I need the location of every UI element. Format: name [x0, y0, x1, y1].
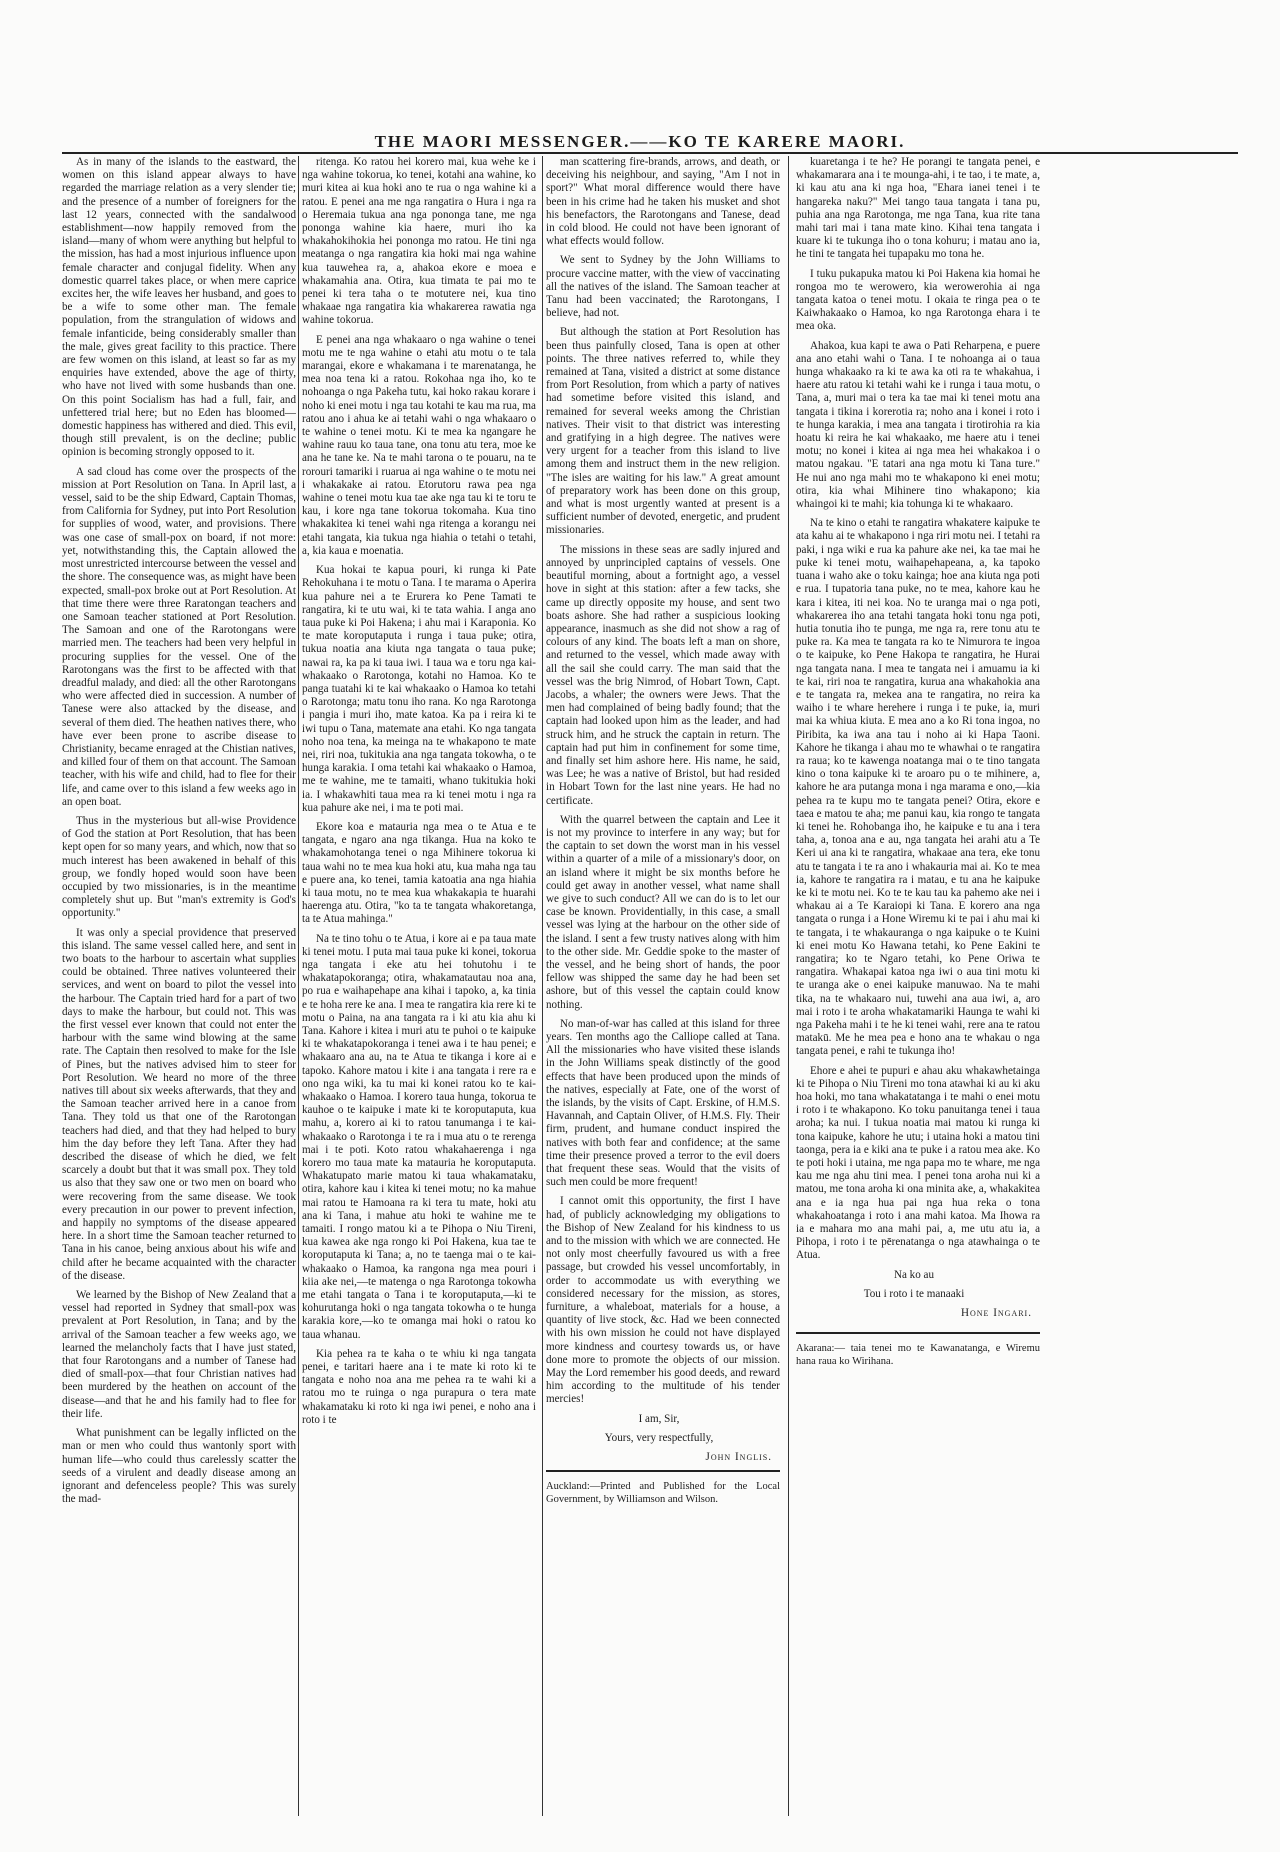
paragraph: But although the station at Port Resolution has been thus painfully closed, Tana is open at other points. The three natives referred to, while they remained at Tana, visited a district at some distance from Port Resolution, from which a party of natives had sometime before visited this island, and remained for several weeks among the Christian natives. Their visit to that district was interesting and gratifying in a high degree. The natives were very urgent for a teacher from this island to live among them and instruct them in the new religion. "The isles are waiting for his law." A great amount of preparatory work has been done on this group, and what is most urgently wanted at present is a sufficient number of devoted, energetic, and prudent missionaries.: [546, 326, 780, 537]
signature-name: Hone Ingari.: [960, 1307, 1032, 1320]
signature-salutation: I am, Sir,: [638, 1412, 680, 1425]
paragraph: No man-of-war has called at this island for three years. Ten months ago the Calliope called at Tana. All the missionaries who have visited these islands in the John Williams speak distinctly of the good effects that have been produced upon the minds of the natives, especially at Fate, one of the worst of the islands, by the visits of Capt. Erskine, of H.M.S. Havannah, and Captain Oliver, of H.M.S. Fly. Their firm, prudent, and humane conduct inspired the natives with both fear and confidence; at the same time their presence proved a terror to the evil doers that frequent these seas. Would that the visits of such men could be more frequent!: [546, 1017, 780, 1189]
page-header: THE MAORI MESSENGER.——KO TE KARERE MAORI.: [374, 132, 906, 151]
paragraph: I tuku pukapuka matou ki Poi Hakena kia homai he rongoa mo te werowero, kia werowerohia ai nga tangata katoa o tenei motu. I okaia te ringa pea o te Kaiwhakaako o Hamoa, ko nga Rarotonga ehara i te mea oka.: [796, 267, 1040, 333]
imprint-english: Auckland:—Printed and Published for the Local Government, by Williamson and Wilson.: [546, 1470, 780, 1506]
paragraph: ritenga. Ko ratou hei korero mai, kua wehe ke i nga wahine tokorua, ko tenei, kotahi ana wahine, ko muri kitea ai kua hoki ano te rua o nga wahine ki a ratou. E penei ana me nga rangatira o Hura i nga ra o Heremaia tukua ana nga pononga tane, me nga pononga wahine kia haere, muri iho ka whakahokihokia hei pononga mo ratou. He tini nga meatanga o nga rangatira kia hoki mai nga wahine kua tauwehea ra, a, ahakoa ekore e moea e whakamahia ana. Otira, kua timata te pai mo te penei ki tera taha o te motutere nei, kua tino whakaae nga rangatira kia whakarerea rawatia nga wahine tokorua.: [302, 156, 536, 327]
column-english-1: [62, 156, 296, 1816]
paragraph: Ekore koa e matauria nga mea o te Atua e te tangata, e ngaro ana nga tikanga. Hua na koko te whakamohotanga tenei o nga Mihinere tokorua ki taua wahi no te mea kua hoki atu, kua maha nga tau e puere ana, ko tenei, tamia katoatia ana nga hiahia ki taua motu, no te mea kua whakakapia te huarahi haerenga atu. Otira, "ko ta te tangata whakoretanga, ta te Atua mahinga.": [302, 820, 536, 926]
paragraph: Kia pehea ra te kaha o te whiu ki nga tangata penei, e taritari haere ana i te mate ki roto ki te tangata e noho noa ana me pehea ra te wahi ki a ratou mo te ruinga o nga purapura o tera mate whakamataku ki roto ki nga iwi penei, e noho ana i roto i te: [302, 1347, 536, 1426]
paragraph: Ehore e ahei te pupuri e ahau aku whakawhetainga ki te Pihopa o Niu Tireni mo tona atawhai ki au ki aku hoa hoki, mo tana whakatatanga i te mahi o enei motu i roto i te whakapono. Ko toku panuitanga tenei i taua aroha; ka nui. I tukua noatia mai matou ki runga ki tona kaipuke, kahore he utu; i utaina hoki a matou tini taonga, pera ia e kiki ana te puke i a ratou mea ake. Ko te poti hoki i utaina, me nga papa mo te whare, me nga kau me nga ahu tini mea. I penei tona aroha nui ki a matou, me tona aroha ki ona minita ake, a, whakakitea ana e ia nga hua pai nga hua reka o tona whakahoatanga i roto i ana mahi katoa. Ma Ihowa ra ia e mahara mo ana mahi pai, a, me utu atu ia, a Pihopa, i roto i te pērenatanga o nga atawhainga o te Atua.: [796, 1064, 1040, 1262]
paragraph: The missions in these seas are sadly injured and annoyed by unprincipled captains of vessels. One beautiful morning, about a fortnight ago, a vessel hove in sight at this station: after a few tacks, she came up directly opposite my house, and sent two boats ashore. She had rather a suspicious looking appearance, inasmuch as she did not show a rag of colours of any kind. The boats left a man on shore, and returned to the vessel, which made away with all the sail she could carry. The man said that the vessel was the brig Nimrod, of Hobart Town, Capt. Jacobs, a whaler; the owners were Jews. That the men had complained of being badly found; that the captain had looked upon him as the leader, and had struck him, and he struck the captain in return. The captain had put him in confinement for some time, and finally set him ashore here. His name, he said, was Lee; he was a native of Bristol, but had resided in Hobart Town for the last nine years. He had no certificate.: [546, 543, 780, 807]
column-maori-2: [796, 156, 1040, 1816]
paragraph: Na te kino o etahi te rangatira whakatere kaipuke te ata kahu ai te whakapono i nga riri motu nei. I tetahi ra paki, i nga wiki e rua ka pahure ake nei, ka tae mai he puke ki tenei motu, waihapehapeana, a, ka tapoko tuana i waho ake o toku kainga; hoe ana kiuta nga poti e rua. I tupatoria tana puke, no te mea, kahore kau he kara i kitea, iti nei koa. No te uranga mai o nga poti, whakarerea iho ana tetahi tangata hoki tonu nga poti, hutia tonutia iho te punga, me nga ra, rere tonu atu te puke ra. Ka mea te tangata ra ko te Nimurora te ingoa o te kaipuke, ko Pene Hakopa te rangatira, he Hurai nga tangata nana. I mea te tangata nei i amuamu ia ki te kai, riri noa te rangatira, kurua ana whakahokia ana e te tangata ra, mekea ana te rangatira, no reira ka waiho i te whare herehere i runga i te puke, ia, muri mai ka whiua kiuta. E mea ano a ko Ri tona ingoa, no Piribita, ka iwa ana tau i noho ai ki Hapa Taoni. Kahore he tikanga i ahau mo te whawhai o te rangatira ra raua; ko te kawenga noatanga mai o te tino tangata kino o tona kaipuke ki te aroaro pu o te mihinere, a, kahore he ara putanga mona i nga marama e ono,—kia pehea ra te kupu mo te tangata penei? Otira, ekore e taea e matou te aha; me panui kau, kia rongo te tangata ki tenei he. Rohobanga iho, he kaipuke e tu ana i tera taha, a, tonoa ana e au, nga tangata hei arahi atu a Te Keri ui ana ki te rangatira, whakaae ana tera, eke tonu atu te tangata i te ra ano i whakauria mai ai. Ko te mea ia, kahore te rangatira ra i matau, e tu ana he kaipuke ke ki te motu nei. Ko te te kau tau ka pahemo ake nei i whakau ai a Te Karaiopi ki Tana. E korero ana nga tangata o runga i a Hone Wiremu ki te pai i ahu mai ki te tangata, i te whakauranga o nga kaipuke o te Kuini ki enei motu Ko Hawana tetahi, ko Pene Eakini te rangatira; ko te Ngaro tetahi, ko Pene Oriwa te rangatira. Whakapai katoa nga iwi o aua tini motu ki te uranga ake o enei kaipuke manuwao. Na te mahi tika, na te whakaaro nui, tuwehi ana aua iwi, a, aro mai i roto i te aroha whakatamariki Haunga te wahi ki nga Pakeha mahi i te he ki tenei wahi, rere ana te ratou matakū. Me he mea pea e hono ana te whakau o nga tangata penei, e rahi te tukunga iho!: [796, 517, 1040, 1058]
paragraph: kuaretanga i te he? He porangi te tangata penei, e whakamarara ana i te mounga-ahi, i te tao, i te mate, a, ki kau atu ana ki nga hoa, "Ehara ianei tenei i te hangareka naku?" Mei tango taua tangata i tana pu, puhia ana nga Rarotonga, me nga Tana, kua rite tana mahi tari mai i tana mate kino. Kihai tena tangata i kuare ki te tukunga iho o tona kohuru; i matau ano ia, he tini te tangata hei tupapaku mo tona he.: [796, 156, 1040, 261]
paragraph: We learned by the Bishop of New Zealand that a vessel had reported in Sydney that small-pox was prevalent at Port Resolution, in Tana; and by the arrival of the Samoan teacher a few weeks ago, we learned the melancholy facts that I have just stated, that four Rarotongans and a number of Tanese had died of small-pox—that four Christian natives had been murdered by the heathen on account of the disease—and that he and his family had to flee for their life.: [62, 1289, 296, 1420]
paragraph: Kua hokai te kapua pouri, ki runga ki Pate Rehokuhana i te motu o Tana. I te marama o Aperira kua pahure nei a te Erurera ko Pene Tamati te rangatira, ki te utu wai, ki te tata wahia. I anga ano taua puke ki Poi Hakena; i ahu mai i Karaponia. Ko te mate koroputaputa i runga i taua puke; otira, tukua noatia ana kiuta nga tangata o taua puke; nawai ra, ka pa ki taua iwi. I taua wa e toru nga kai-whakaako o Rarotonga, kotahi no Hamoa. Ko te panga tuatahi ki te kai whakaako o Hamoa ko tetahi o Rarotonga; matu tonu iho rana. Ko nga Rarotonga i pangia i muri iho, mate katoa. Ka pa i reira ki te iwi tupu o Tana, matemate ana etahi. Ko nga tangata noho noa tena, ka meinga na te whakapono te mate nei, riri noa, tukitukia ana nga tangata tokowha, o te hunga karakia. I oma tetahi kai whakaako o Hamoa, me te wahine, me te tamaiti, whano tukitukia hoki ia. I whakawhiti taua mea ra ki tenei motu i nga ra kua pahure ake nei, i ma te poti mai.: [302, 564, 536, 814]
signature-salutation: Na ko au: [893, 1268, 935, 1281]
paragraph: Ahakoa, kua kapi te awa o Pati Reharpena, e puere ana ano etahi wahi o Tana. I te nohoanga ai o taua hunga whakaako ra ki te awa ka oti ra te whakahua, i haere atu ratou ki tetahi wahi ke i runga i taua motu, o Tana, a, muri mai o tera ka tae mai ki tenei motu ana tangata i tikina i korerotia ra; noho ana i konei i roto i te hunga karakia, i mea ana tangata i tirotirohia ra kia hoatu ki reira he kai whakaako, me haere atu i tenei motu; no konei i kitea ai nga mea hei whakakoa i o matou ngakau. "E tatari ana nga motu ki Tana ture." He nui ano nga mahi mo te whakapono ki enei motu; otira, kia whai Mihinere tino whakapono; kia whaingoi ki te mahi; kia tohunga ki te whakaaro.: [796, 339, 1040, 511]
paragraph: What punishment can be legally inflicted on the man or men who could thus wantonly sport with human life—who could thus carelessly scatter the seeds of a virulent and deadly disease among an ignorant and defenceless people? This was surely the mad-: [62, 1427, 296, 1506]
signature-name: John Inglis.: [705, 1451, 772, 1464]
paragraph: A sad cloud has come over the prospects of the mission at Port Resolution on Tana. In April last, a vessel, said to be the ship Edward, Captain Thomas, from California for Sydney, put into Port Resolution for supplies of wood, water, and provisions. There was one case of small-pox on board, if not more: yet, notwithstanding this, the Captain allowed the most unrestricted intercourse between the vessel and the shore. The consequence was, as might have been expected, small-pox broke out at Port Resolution. At that time there were three Raratongan teachers and one Samoan teacher stationed at Port Resolution. The Samoan and one of the Rarotongans were married men. The teachers had been very helpful in procuring supplies for the vessel. One of the Rarotongans was the first to be affected with that dreadful malady, and died: all the other Rarotongans who were affected died in succession. A number of Tanese were also attacked by the disease, and several of them died. The heathen natives there, who have ever been prone to ascribe disease to Christianity, became enraged at the Chistian natives, and killed four of them on that account. The Samoan teacher, with his wife and child, had to flee for their life, and came over to this island a few weeks ago in an open boat.: [62, 465, 296, 808]
signature-closing: Yours, very respectfully,: [604, 1431, 714, 1444]
paragraph: We sent to Sydney by the John Williams to procure vaccine matter, with the view of vaccinating all the natives of the island. The Samoan teacher at Tanu had been vaccinated; the Rarotongans, I believe, had not.: [546, 254, 780, 320]
paragraph: As in many of the islands to the eastward, the women on this island appear always to have regarded the marriage relation as a very slender tie; and the presence of a number of foreigners for the last 12 years, connected with the sandalwood establishment—now happily removed from the island—many of whom were anything but helpful to the mission, has had a most injurious influence upon female character and conjugal fidelity. When any domestic quarrel takes place, or when mere caprice excites her, the wife leaves her husband, and goes to be a wife to some other man. The female population, from the strangulation of widows and female infanticide, being considerably smaller than the male, gives great facility to this practice. There are few women on this island, at least so far as my enquiries have extended, above the age of thirty, who have not lived with some husbands than one. On this point Socialism has had a full, fair, and unfettered trial here; but no Eden has bloomed—domestic happiness has withered and died. This evil, though still prevalent, is on the decline; public opinion is becoming strongly opposed to it.: [62, 156, 296, 459]
columns: [62, 156, 1238, 1816]
paragraph: Thus in the mysterious but all-wise Providence of God the station at Port Resolution, that has been kept open for so many years, and which, now that so much interest has been awakened in behalf of this group, we fondly hoped would soon have been occupied by two missionaries, is in the meantime completely shut up. But "man's extremity is God's opportunity.": [62, 814, 296, 920]
paragraph: E penei ana nga whakaaro o nga wahine o tenei motu me te nga wahine o etahi atu motu o te tala marangai, ekore e whakamana i te marenatanga, he mea noa tena ki a ratou. Rokohaa nga iho, ko te nohoanga o nga Pakeha tutu, kai hoko rakau korare i noho ki enei motu i nga tau kotahi te kau ma rua, ma ratou ano i ahua ke ai tetahi wahi o nga whakaaro o te wahine o tenei motu. Ki te mea ka ngangare he wahine rauu ko taua tane, ona tonu atu tera, moe ke ana he tane ke. Na te mahi tarona o te pouaru, na te rorouri tamariki i ruarua ai nga wahine o te motu nei i whakakake ai ratou. Etorutoru rawa pea nga wahine o tenei motu kua tae ake nga tau ki te toru te kau, i kore nga tane tokorua tokomaha. Kua tino whakakitea ki tenei wahi nga ritenga a korangu nei etahi tangata, kia tukua nga hiahia o tetahi o tetahi, a, kia kaua e moenatia.: [302, 333, 536, 557]
imprint-maori: Akarana:— taia tenei mo te Kawanatanga, e Wiremu hana raua ko Wirihana.: [796, 1332, 1040, 1368]
paragraph: man scattering fire-brands, arrows, and death, or deceiving his neighbour, and saying, "Am I not in sport?" What moral difference would there have been in his crime had he taken his musket and shot his benefactors, the Rarotongans and Tanese, dead in cold blood. He could not have been ignorant of what effects would follow.: [546, 156, 780, 248]
column-maori-1: [302, 156, 536, 1816]
column-english-2: [546, 156, 780, 1816]
signature-closing: Tou i roto i te manaaki: [863, 1287, 965, 1300]
header-rule: [62, 152, 1238, 154]
paragraph: With the quarrel between the captain and Lee it is not my province to interfere in any way; but for the captain to set down the worst man in his vessel within a quarter of a mile of a missionary's door, on an island where it might be six months before he could get away in another vessel, what name shall we give to such conduct? All we can do is to let our case be known. Providentially, in this case, a small vessel was lying at the harbour on the other side of the island. I sent a few trusty natives along with him to the other side. Mr. Geddie spoke to the master of the vessel, and he being short of hands, the poor fellow was shipped the same day he had been set ashore, but of this vessel the captain could know nothing.: [546, 813, 780, 1011]
paragraph: It was only a special providence that preserved this island. The same vessel called here, and sent in two boats to the harbour to ascertain what supplies could be obtained. Three natives volunteered their services, and went on board to pilot the vessel into the harbour. The Captain tried hard for a part of two days to make the harbour, but could not. This was the first vessel ever known that could not enter the harbour with the same wind blowing at the same rate. The Captain then resolved to make for the Isle of Pines, but the natives advised him to steer for Port Resolution. We heard no more of the three natives till about six weeks afterwards, that they and the Samoan teacher arrived here in a canoe from Tana. They told us that one of the Rarotongan teachers had died, and that they had helped to bury him the day before they left Tana. After they had described the disease of which he died, we felt scarcely a doubt but that it was small pox. They told us also that they saw one or two men on board who were recovering from the same disease. We took every precaution in our power to prevent infection, and happily no symptoms of the disease appeared here. In a short time the Samoan teacher returned to Tana in his canoe, being anxious about his wife and child after he became acquainted with the character of the disease.: [62, 926, 296, 1282]
paragraph: I cannot omit this opportunity, the first I have had, of publicly acknowledging my obligations to the Bishop of New Zealand for his kindness to us and to the mission with which we are connected. He not only most cheerfully favoured us with a free passage, but crowded his vessel uncomfortably, in order to accommodate us with everything we considered necessary for the mission, as stores, furniture, a whaleboat, materials for a house, a quantity of live stock, &c. Had we been connected with his own mission he could not have displayed more kindness and courtesy towards us, or have done more to promote the objects of our mission. May the Lord remember his good deeds, and reward him according to the multitude of his tender mercies!: [546, 1195, 780, 1406]
paragraph: Na te tino tohu o te Atua, i kore ai e pa taua mate ki tenei motu. I puta mai taua puke ki konei, tokorua nga tangata i eke atu hei tohutohu i te whakatapokoranga; otira, whakamatautau noa ana, po rua e waihapehape ana kihai i tapoko, a, ka tinia e te hoha rere ke ana. I mea te rangatira kia rere ki te motu o Paina, na ana tangata ra i ki atu kia ahu ki Tana. Kahore i kitea i muri atu te puhoi o te kaipuke ki te whakatapokoranga i tenei awa i te hau penei; e whakaaro ana au, na te Atua te tikanga i kore ai e tapoko. Kahore matou i kite i ana tangata i rere ra e ono nga wiki, ka tu mai ki konei ratou ko te kai-whakaako o Hamoa. I korero taua hunga, tokorua te kauhoe o te kaipuke i mate ki te koroputaputa, kua mahu, a, korero ai ki to ratou tanumanga i te kai-whakaako o Rarotonga i te ra i mua atu o te rerenga mai i te poti. Koto ratou whakahaerenga i nga korero mo taua mate ka matauria he koroputaputa. Whakatupato marie matou ki taua whakamataku, otira, kahore kau i kitea ki tenei motu; no ka mahue mai ratou te Hamoana ra ki tera tu mate, hoki atu ana ki Tana, i mahue atu hoki te wahine me te tamaiti. I rongo matou ki a te Pihopa o Niu Tireni, kua kawea ake nga rongo ki Poi Hakena, kua tae te koroputaputa ki Tana; a, no te taenga mai o te kai-whakaako o Hamoa, ka rangona nga mea pouri i kiia ake nei,—te matenga o nga Rarotonga tokowha me etahi tangata o Tana i te koroputaputa,—ki te kohurutanga hoki o nga tangata tokowha o te hunga karakia kore,—ko te omanga mai hoki o ratou ko taua whanau.: [302, 932, 536, 1341]
